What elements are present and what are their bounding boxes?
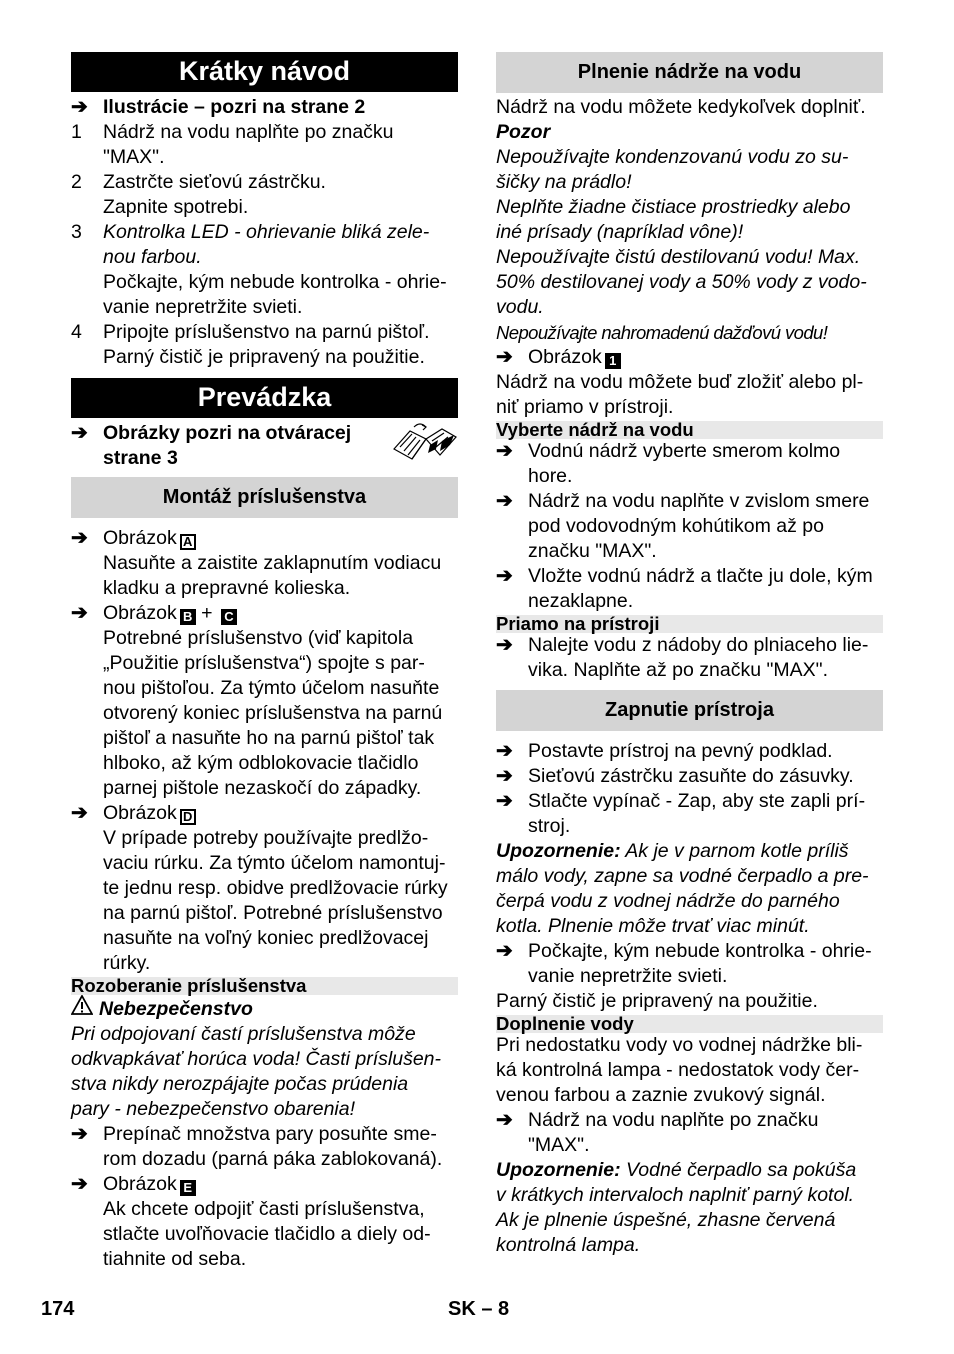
numbered-step [71, 220, 458, 320]
text-line: šičky na prádlo! [496, 171, 632, 193]
text-line: v krátkych intervaloch naplniť parný kotol. [496, 1184, 855, 1206]
text-line: Postavte prístroj na pevný podklad. [528, 740, 833, 762]
text-line: Zapnite spotrebi. [103, 196, 249, 218]
direct-fill-steps [496, 633, 883, 683]
caution-text [496, 145, 883, 320]
text-line: nou farbou. [103, 246, 202, 268]
text-line: kontrolná lampa. [496, 1234, 641, 1256]
figure-label-d: D [180, 809, 196, 825]
text-line: V prípade potreby používajte predlžo- [103, 827, 429, 849]
text-line: vodu. [496, 296, 544, 318]
text-line: Nepoužívajte čistú destilovanú vodu! Max. [496, 246, 861, 268]
text-line: Nalejte vodu z nádoby do plniaceho lie- [528, 634, 869, 656]
text-line: na parnú pištoľ. Potrebné príslušenstvo [103, 902, 443, 924]
text-line: Sieťovú zástrčku zasuňte do zásuvky. [528, 765, 854, 787]
figure-d-item: ➔ Obrázok D V prípade potreby používajte predlžo- vaciu rúrku. Za týmto účelom namontuj- te jednu resp. obidve predlžovacie rúrky na parnú pištoľ. Potrebné príslušenstvo nasuňte na voľný koniec predlžovacej rúrky. [71, 801, 458, 976]
arrow-icon: ➔ [71, 802, 88, 824]
text-line: Vložte vodnú nádrž a tlačte ju dole, kým [528, 565, 873, 587]
step-number: 3 [71, 221, 82, 243]
subsection-title-remove-tank: Vyberte nádrž na vodu [496, 421, 883, 439]
list-item [496, 633, 883, 683]
text-line: vanie nepretržite svieti. [528, 965, 728, 987]
caution-label: Pozor [496, 121, 551, 143]
text-line: ká kontrolná lampa - nedostatok vody čer- [496, 1059, 860, 1081]
figure-label-c: C [221, 609, 237, 625]
text-line: Neplňte žiadne čistiace prostriedky alebo [496, 196, 851, 218]
subsection-title-water-refill: Doplnenie vody [496, 1015, 883, 1033]
text-line: pary - nebezpečenstvo obarenia! [71, 1098, 356, 1120]
subsection-title-tank-filling: Plnenie nádrže na vodu [496, 52, 883, 93]
list-item [496, 489, 883, 564]
text-line: Ak je plnenie úspešné, zhasne červená [496, 1209, 836, 1231]
danger-heading: Nebezpečenstvo [71, 995, 458, 1022]
right-column [496, 52, 883, 1258]
text-line: Nádrž na vodu naplňte v zvislom smere [528, 490, 870, 512]
subsection-title-directly-on-device: Priamo na prístroji [496, 615, 883, 633]
numbered-step [71, 170, 458, 220]
text-line: „Použitie príslušenstva“) spojte s par- [103, 652, 425, 674]
text-line: Pripojte príslušenstvo na parnú pištoľ. [103, 321, 430, 343]
arrow-icon: ➔ [496, 765, 513, 787]
section-title-operation: Prevádzka [71, 378, 458, 418]
arrow-icon: ➔ [496, 346, 513, 368]
arrow-icon: ➔ [496, 940, 513, 962]
list-item [496, 564, 883, 614]
text-line: nezaklapne. [528, 590, 634, 612]
page-number: 174 [41, 1298, 75, 1320]
rain-water-note: Nepoužívajte nahromadenú dažďovú vodu! [496, 322, 828, 343]
steam-switch-step [71, 1122, 458, 1172]
section-title-quick-guide: Krátky návod [71, 52, 458, 92]
arrow-item-illustrations: ➔ Ilustrácie – pozri na strane 2 [71, 96, 366, 118]
text-line: venou farbou a zaznie zvukový signál. [496, 1084, 826, 1106]
text-line: pištoľ a nasuňte ho na parnú pištoľ tak [103, 727, 435, 749]
text-line: te jednu resp. obidve predlžovacie rúrky [103, 877, 448, 899]
figure-label-e: E [180, 1180, 196, 1196]
switch-on-steps [496, 739, 883, 839]
refill-step [496, 1108, 883, 1158]
arrow-icon: ➔ [71, 96, 88, 118]
text-line: kotla. Plnenie môže trvať viac minút. [496, 915, 810, 937]
list-item [496, 764, 883, 789]
text-line: Kontrolka LED - ohrievanie bliká zele- [103, 221, 430, 243]
text-line: Potrebné príslušenstvo (viď kapitola [103, 627, 414, 649]
text-line: 50% destilovanej vody a 50% vody z vodo- [496, 271, 867, 293]
arrow-icon: ➔ [496, 490, 513, 512]
text-line: nou pištoľou. Za týmto účelom nasuňte [103, 677, 440, 699]
left-column [71, 52, 458, 1272]
text-line: tiahnite od seba. [103, 1248, 247, 1270]
arrow-icon: ➔ [496, 1109, 513, 1131]
text-line: rúrky. [103, 952, 151, 974]
text-line: parnej pištole nezaskočí do západky. [103, 777, 422, 799]
text-line: Prepínač množstva pary posuňte sme- [103, 1123, 437, 1145]
note-2: Upozornenie: Vodné čerpadlo sa pokúša v krátkych intervaloch naplniť parný kotol. Ak je plnenie úspešné, zhasne červená kontrolná lampa. [496, 1158, 883, 1258]
text-line: Ak chcete odpojiť časti príslušenstva, [103, 1198, 425, 1220]
text-line: málo vody, zapne sa vodné čerpadlo a pre- [496, 865, 869, 887]
figure-label-1: 1 [605, 353, 621, 369]
text-line: Zastrčte sieťovú zástrčku. [103, 171, 326, 193]
tank-removal-note [496, 370, 883, 420]
text-line: hlboko, až kým odblokovacie tlačidlo [103, 752, 419, 774]
text-line: otvorený koniec príslušenstva na parnú [103, 702, 443, 724]
text-line: odkvapkávať horúca voda! Časti príslušen- [71, 1048, 442, 1070]
arrow-icon: ➔ [496, 565, 513, 587]
figure-bc-item: ➔ Obrázok B + C Potrebné príslušenstvo (viď kapitola „Použitie príslušenstva“) spojte s par- nou pištoľou. Za týmto účelom nasuňte otvorený koniec príslušenstva na parnú pištoľ a nasuňte ho na parnú pištoľ tak hlboko, až kým odblokovacie tlačidlo parnej pištole nezaskočí do západky. [71, 601, 458, 801]
subsection-title-switching-on: Zapnutie prístroja [496, 690, 883, 731]
text-line: "MAX". [528, 1134, 590, 1156]
water-refill-text [496, 1033, 883, 1108]
warning-triangle-icon [71, 995, 93, 1015]
note-1: Upozornenie: Ak je v parnom kotle príliš málo vody, zapne sa vodné čerpadlo a pre- čerpá vodu z vodnej nádrže do parného kotla. Plnenie môže trvať viac minút. [496, 839, 883, 939]
subsection-title-disassembly: Rozoberanie príslušenstva [71, 977, 458, 995]
step-number: 4 [71, 321, 82, 343]
text-line: iné prísady (napríklad vône)! [496, 221, 744, 243]
arrow-icon: ➔ [71, 527, 88, 549]
text-line: Počkajte, kým nebude kontrolka - ohrie- [103, 271, 447, 293]
quick-steps-list [71, 120, 458, 370]
figure-1-item: ➔ Obrázok 1 [496, 345, 883, 370]
step-number: 2 [71, 171, 82, 193]
text-line: Nepoužívajte kondenzovanú vodu zo su- [496, 146, 849, 168]
text-line: hore. [528, 465, 573, 487]
text-line: vaciu rúrku. Za týmto účelom namontuj- [103, 852, 446, 874]
arrow-icon: ➔ [496, 440, 513, 462]
figure-label-a: A [180, 534, 196, 550]
ready-text: Parný čistič je pripravený na použitie. [496, 990, 818, 1012]
text-line: čerpá vodu z vodnej nádrže do parného [496, 890, 840, 912]
text-line: Pri odpojovaní častí príslušenstva môže [71, 1023, 416, 1045]
text-line: Vodnú nádrž vyberte smerom kolmo [528, 440, 841, 462]
tank-filling-intro: Nádrž na vodu môžete kedykoľvek doplniť. [496, 96, 866, 118]
text-line: stva nikdy nerozpájajte počas prúdenia [71, 1073, 409, 1095]
arrow-icon: ➔ [71, 1123, 88, 1145]
section-footer: SK – 8 [448, 1298, 510, 1320]
subsection-title-accessory-assembly: Montáž príslušenstva [71, 477, 458, 518]
text-line: nasuňte na voľný koniec predlžovacej [103, 927, 429, 949]
list-item [496, 789, 883, 839]
text-line: niť priamo v prístroji. [496, 396, 674, 418]
text-line: vanie nepretržite svieti. [103, 296, 303, 318]
text-line: vika. Naplňte až po značku "MAX". [528, 659, 828, 681]
danger-text [71, 1022, 458, 1122]
arrow-icon: ➔ [496, 790, 513, 812]
list-item [496, 439, 883, 489]
text-line: Počkajte, kým nebude kontrolka - ohrie- [528, 940, 872, 962]
figure-label-b: B [180, 609, 196, 625]
wait-step [496, 939, 883, 989]
step-number: 1 [71, 121, 82, 143]
remove-tank-steps [496, 439, 883, 614]
list-item [496, 739, 883, 764]
arrow-item-figures: ➔ Obrázky pozri na otváracej strane 3 [71, 421, 458, 471]
text-line: Pri nedostatku vody vo vodnej nádržke bli- [496, 1034, 863, 1056]
text-line: značku "MAX". [528, 540, 657, 562]
text-line: Nádrž na vodu môžete buď zložiť alebo pl- [496, 371, 864, 393]
numbered-step [71, 320, 458, 370]
text-line: "MAX". [103, 146, 165, 168]
arrow-icon: ➔ [71, 602, 88, 624]
figure-e-item: ➔ Obrázok E Ak chcete odpojiť časti príslušenstva, stlačte uvoľňovacie tlačidlo a diely od- tiahnite od seba. [71, 1172, 458, 1272]
text-line: stroj. [528, 815, 571, 837]
text-line: Nasuňte a zaistite zaklapnutím vodiacu [103, 552, 442, 574]
text-line: Nádrž na vodu naplňte po značku [528, 1109, 819, 1131]
arrow-icon: ➔ [496, 634, 513, 656]
numbered-step [71, 120, 458, 170]
text-line: kladku a prepravné kolieska. [103, 577, 351, 599]
text-line: rom dozadu (parná páka zablokovaná). [103, 1148, 443, 1170]
text-line: Stlačte vypínač - Zap, aby ste zapli prí- [528, 790, 866, 812]
book-pages-icon [392, 421, 458, 463]
arrow-icon: ➔ [71, 422, 88, 444]
text-line: pod vodovodným kohútikom až po [528, 515, 824, 537]
figure-a-item: ➔ Obrázok A Nasuňte a zaistite zaklapnutím vodiacu kladku a prepravné kolieska. [71, 526, 458, 601]
text-line: Parný čistič je pripravený na použitie. [103, 346, 425, 368]
text-line: Nádrž na vodu naplňte po značku [103, 121, 394, 143]
arrow-icon: ➔ [496, 740, 513, 762]
arrow-icon: ➔ [71, 1173, 88, 1195]
text-line: stlačte uvoľňovacie tlačidlo a diely od- [103, 1223, 431, 1245]
